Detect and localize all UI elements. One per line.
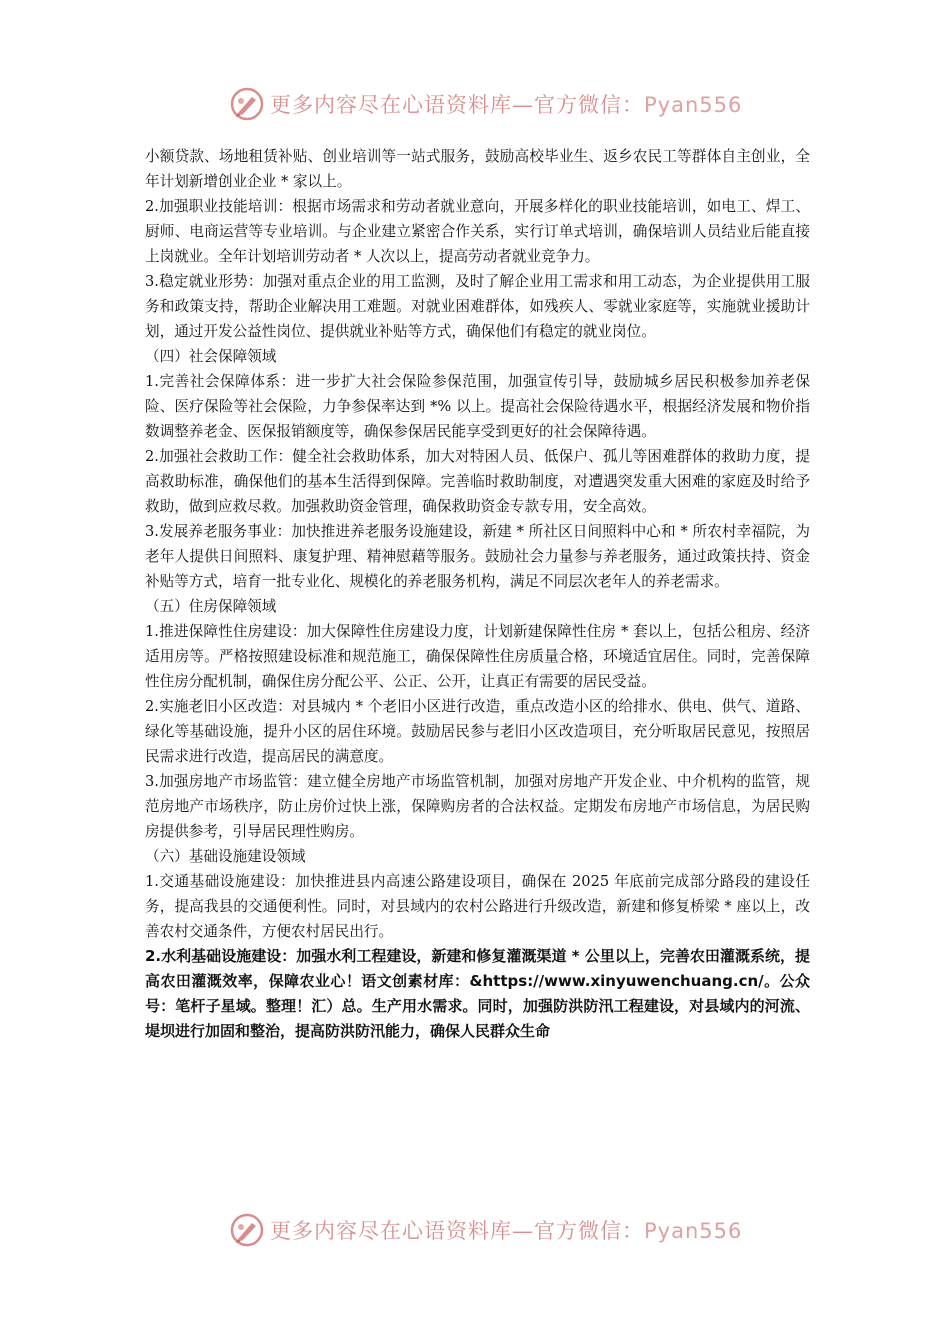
- footer-banner-text: 更多内容尽在心语资料库—官方微信：Pyan556: [270, 1219, 743, 1243]
- pen-logo-icon: [230, 1213, 264, 1247]
- document-body: [145, 144, 810, 1044]
- paragraph: 2.加强社会救助工作：健全社会救助体系，加大对特困人员、低保户、孤儿等困难群体的救助力度，提高救助标准，确保他们的基本生活得到保障。完善临时救助制度，对遭遇突发重大困难的家庭及时给予救助，做到应救尽救。加强救助资金管理，确保救助资金专款专用，安全高效。: [145, 448, 810, 515]
- paragraph: 1.交通基础设施建设：加快推进县内高速公路建设项目，确保在 2025 年底前完成部分路段的建设任务，提高我县的交通便利性。同时，对县域内的农村公路进行升级改造，新建和修复桥梁 * 座以上，改善农村交通条件，方便农村居民出行。: [145, 873, 810, 940]
- paragraph: 1.完善社会保障体系：进一步扩大社会保险参保范围，加强宣传引导，鼓励城乡居民积极参加养老保险、医疗保险等社会保险，力争参保率达到 *% 以上。提高社会保险待遇水平，根据经济发展和物价指数调整养老金、医保报销额度等，确保参保居民能享受到更好的社会保障待遇。: [145, 373, 810, 440]
- header-banner-text: 更多内容尽在心语资料库—官方微信：Pyan556: [270, 93, 743, 117]
- paragraph: 1.推进保障性住房建设：加大保障性住房建设力度，计划新建保障性住房 * 套以上，包括公租房、经济适用房等。严格按照建设标准和规范施工，确保保障性住房质量合格，环境适宜居住。同时，完善保障性住房分配机制，确保住房分配公平、公正、公开，让真正有需要的居民受益。: [145, 623, 810, 690]
- bold-paragraph: 2.水利基础设施建设：加强水利工程建设，新建和修复灌溉渠道 * 公里以上，完善农田灌溉系统，提高农田灌溉效率，保障农业心！语文创素材库：&https://www.xinyuwenchuang.cn/。公众号：笔杆子星域。整理！汇）总。生产用水需求。同时，加强防洪防汛工程建设，对县域内的河流、堤坝进行加固和整治，提高防洪防汛能力，确保人民群众生命: [145, 947, 810, 1040]
- section-heading: （四）社会保障领域: [145, 348, 277, 365]
- footer-banner: [230, 1210, 742, 1250]
- paragraph: 3.加强房地产市场监管：建立健全房地产市场监管机制，加强对房地产开发企业、中介机构的监管，规范房地产市场秩序，防止房价过快上涨，保障购房者的合法权益。定期发布房地产市场信息，为居民购房提供参考，引导居民理性购房。: [145, 773, 810, 840]
- header-banner: [230, 84, 742, 124]
- paragraph: 3.发展养老服务事业：加快推进养老服务设施建设，新建 * 所社区日间照料中心和 * 所农村幸福院，为老年人提供日间照料、康复护理、精神慰藉等服务。鼓励社会力量参与养老服务，通过政策扶持、资金补贴等方式，培育一批专业化、规模化的养老服务机构，满足不同层次老年人的养老需求。: [145, 523, 810, 590]
- header-wechat-id: Pyan556: [644, 93, 743, 117]
- paragraph: 3.稳定就业形势：加强对重点企业的用工监测，及时了解企业用工需求和用工动态，为企业提供用工服务和政策支持，帮助企业解决用工难题。对就业困难群体，如残疾人、零就业家庭等，实施就业援助计划，通过开发公益性岗位、提供就业补贴等方式，确保他们有稳定的就业岗位。: [145, 273, 810, 340]
- paragraph: 2.实施老旧小区改造：对县城内 * 个老旧小区进行改造，重点改造小区的给排水、供电、供气、道路、绿化等基础设施，提升小区的居住环境。鼓励居民参与老旧小区改造项目，充分听取居民意见，按照居民需求进行改造，提高居民的满意度。: [145, 698, 810, 765]
- paragraph: 小额贷款、场地租赁补贴、创业培训等一站式服务，鼓励高校毕业生、返乡农民工等群体自主创业，全年计划新增创业企业 * 家以上。: [145, 148, 810, 190]
- section-heading: （五）住房保障领域: [145, 598, 277, 615]
- section-heading: （六）基础设施建设领域: [145, 848, 306, 865]
- pen-logo-icon: [230, 87, 264, 121]
- footer-wechat-id: Pyan556: [644, 1219, 743, 1243]
- paragraph: 2.加强职业技能培训：根据市场需求和劳动者就业意向，开展多样化的职业技能培训，如电工、焊工、厨师、电商运营等专业培训。与企业建立紧密合作关系，实行订单式培训，确保培训人员结业后能直接上岗就业。全年计划培训劳动者 * 人次以上，提高劳动者就业竞争力。: [145, 198, 810, 265]
